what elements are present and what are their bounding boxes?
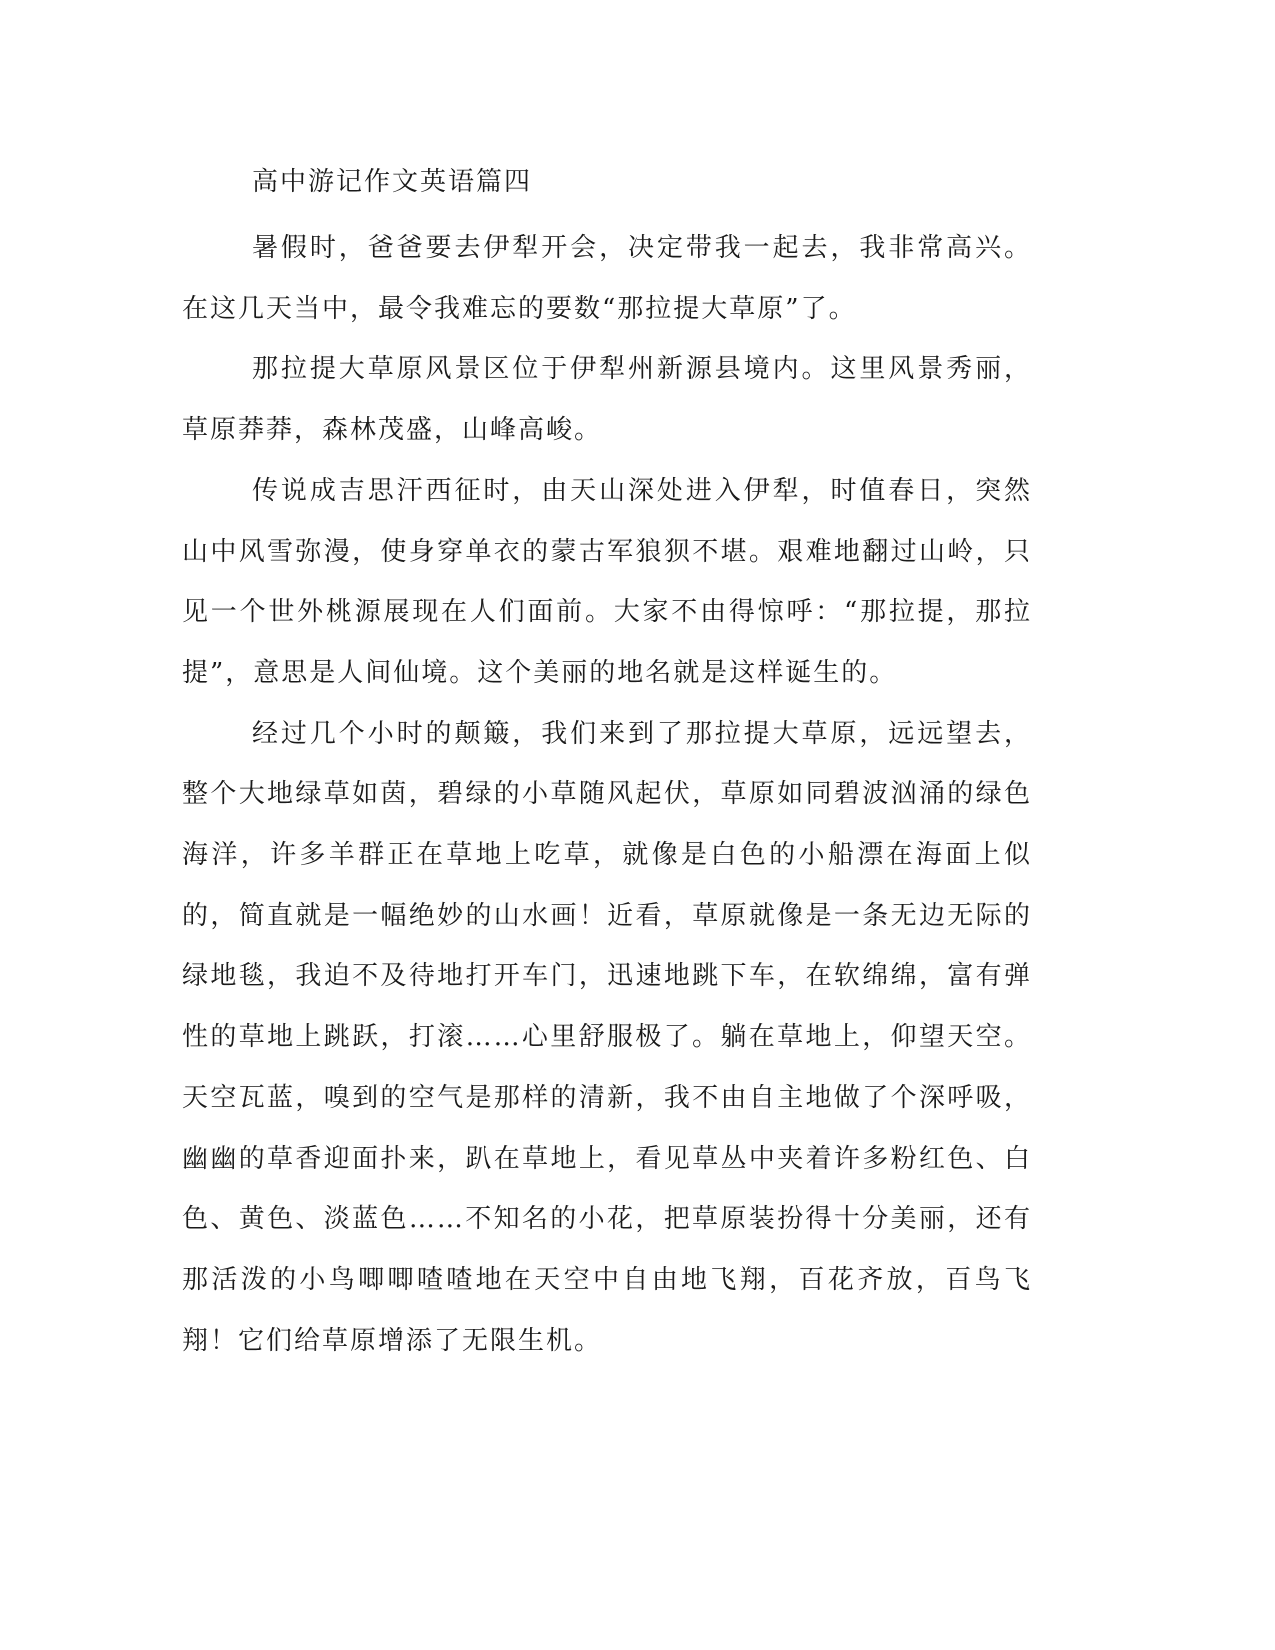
- paragraph-3: 传说成吉思汗西征时，由天山深处进入伊犁，时值春日，突然山中风雪弥漫，使身穿单衣的蒙古军狼狈不堪。艰难地翻过山岭，只见一个世外桃源展现在人们面前。大家不由得惊呼：“那拉提，那拉提”，意思是人间仙境。这个美丽的地名就是这样诞生的。: [182, 475, 1032, 688]
- document-title: 高中游记作文英语篇四: [252, 167, 533, 197]
- paragraph-4: 经过几个小时的颠簸，我们来到了那拉提大草原，远远望去，整个大地绿草如茵，碧绿的小草随风起伏，草原如同碧波汹涌的绿色海洋，许多羊群正在草地上吃草，就像是白色的小船漂在海面上似的，简直就是一幅绝妙的山水画！近看，草原就像是一条无边无际的绿地毯，我迫不及待地打开车门，迅速地跳下车，在软绵绵，富有弹性的草地上跳跃，打滚……心里舒服极了。躺在草地上，仰望天空。天空瓦蓝，嗅到的空气是那样的清新，我不由自主地做了个深呼吸，幽幽的草香迎面扑来，趴在草地上，看见草丛中夹着许多粉红色、白色、黄色、淡蓝色……不知名的小花，把草原装扮得十分美丽，还有那活泼的小鸟唧唧喳喳地在天空中自由地飞翔，百花齐放，百鸟飞翔！它们给草原增添了无限生机。: [182, 718, 1032, 1356]
- document-body: [182, 218, 1032, 1371]
- paragraph-1: 暑假时，爸爸要去伊犁开会，决定带我一起去，我非常高兴。在这几天当中，最令我难忘的要数“那拉提大草原”了。: [182, 233, 1032, 324]
- paragraph-2: 那拉提大草原风景区位于伊犁州新源县境内。这里风景秀丽，草原莽莽，森林茂盛，山峰高峻。: [182, 354, 1032, 446]
